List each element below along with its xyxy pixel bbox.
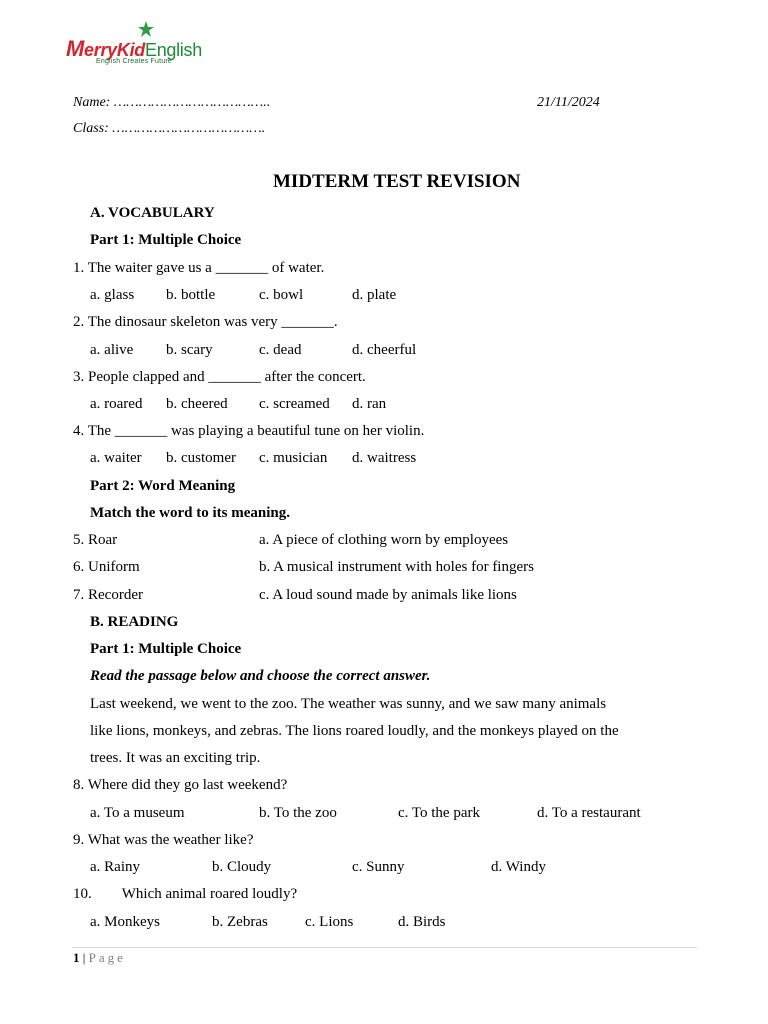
option: a. waiter [90, 450, 142, 466]
option: a. roared [90, 396, 143, 412]
option: a. Rainy [90, 859, 140, 875]
option: b. To the zoo [259, 805, 337, 821]
option: a. To a museum [90, 805, 185, 821]
option: d. To a restaurant [537, 805, 641, 821]
section-heading-reading: B. READING [90, 614, 179, 630]
question-4: 4. The _______ was playing a beautiful tune on her violin. [73, 423, 425, 439]
logo-wordmark: MerryKidEnglish [66, 36, 202, 61]
question-9: 9. What was the weather like? [73, 832, 254, 848]
option: b. scary [166, 342, 213, 358]
part2-instruction: Match the word to its meaning. [90, 505, 290, 521]
class-field: Class: ………………………………. [73, 121, 266, 136]
logo-tagline: English Creates Future [96, 58, 172, 65]
option: d. plate [352, 287, 397, 303]
question-10: 10. Which animal roared loudly? [73, 886, 298, 902]
option: b. Zebras [212, 914, 268, 930]
date-text: 21/11/2024 [537, 95, 600, 110]
match-meaning: b. A musical instrument with holes for fingers [259, 559, 534, 575]
reading-part1-heading: Part 1: Multiple Choice [90, 641, 242, 657]
option: a. Monkeys [90, 914, 160, 930]
star-icon [138, 21, 154, 37]
match-word: 6. Uniform [73, 559, 140, 575]
option: c. bowl [259, 287, 304, 303]
question-3: 3. People clapped and _______ after the concert. [73, 369, 366, 385]
section-heading-vocabulary: A. VOCABULARY [90, 205, 215, 221]
option: c. musician [259, 450, 328, 466]
question-8: 8. Where did they go last weekend? [73, 777, 288, 793]
footer-divider [72, 947, 697, 948]
option: c. To the park [398, 805, 480, 821]
page-footer: 1 | Page [73, 950, 126, 965]
option: c. Sunny [352, 859, 405, 875]
part1-heading: Part 1: Multiple Choice [90, 232, 242, 248]
match-meaning: a. A piece of clothing worn by employees [259, 532, 509, 548]
match-meaning: c. A loud sound made by animals like lions [259, 587, 517, 603]
page-number: 1 [73, 950, 80, 965]
passage-line: like lions, monkeys, and zebras. The lions roared loudly, and the monkeys played on the [90, 723, 619, 739]
page-title: MIDTERM TEST REVISION [273, 171, 521, 192]
option: a. glass [90, 287, 135, 303]
option: d. ran [352, 396, 387, 412]
option: d. waitress [352, 450, 417, 466]
option: c. Lions [305, 914, 354, 930]
option: b. bottle [166, 287, 216, 303]
question-1: 1. The waiter gave us a _______ of water. [73, 260, 325, 276]
option: b. cheered [166, 396, 228, 412]
passage-line: Last weekend, we went to the zoo. The weather was sunny, and we saw many animals [90, 696, 607, 712]
reading-instruction: Read the passage below and choose the correct answer. [90, 668, 431, 684]
match-word: 5. Roar [73, 532, 118, 548]
option: a. alive [90, 342, 134, 358]
option: b. Cloudy [212, 859, 272, 875]
option: d. Windy [491, 859, 546, 875]
option: d. Birds [398, 914, 446, 930]
merrykid-logo [66, 20, 216, 72]
passage-line: trees. It was an exciting trip. [90, 750, 261, 766]
page-label: Page [88, 950, 126, 965]
question-2: 2. The dinosaur skeleton was very _______. [73, 314, 338, 330]
part2-heading: Part 2: Word Meaning [90, 478, 236, 494]
option: b. customer [166, 450, 236, 466]
option: d. cheerful [352, 342, 417, 358]
option: c. screamed [259, 396, 330, 412]
match-word: 7. Recorder [73, 587, 143, 603]
option: c. dead [259, 342, 302, 358]
name-field: Name: ……………………………….. [73, 95, 271, 110]
